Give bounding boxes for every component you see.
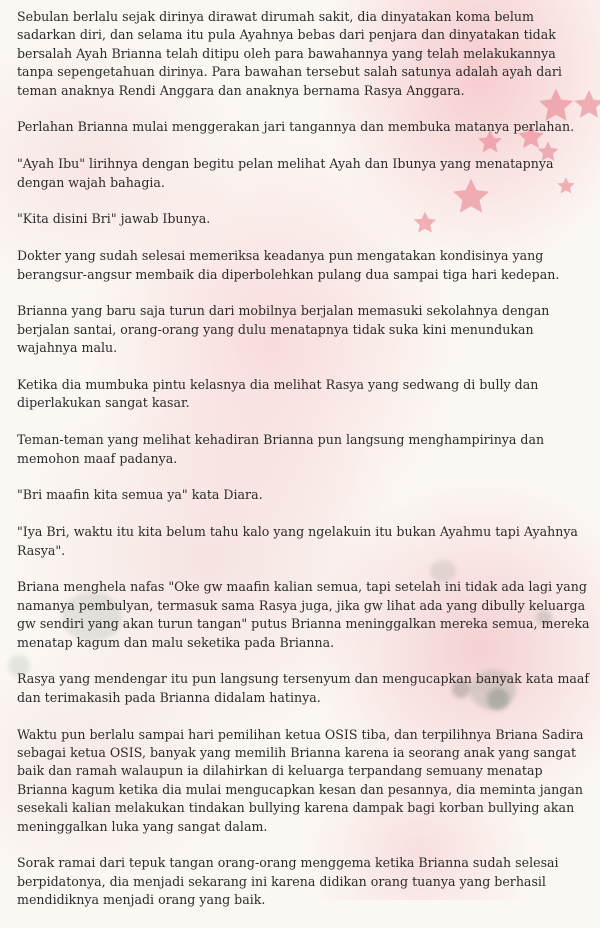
paragraph: Sebulan berlalu sejak dirinya dirawat dirumah sakit, dia dinyatakan koma belum sadarkan diri, dan selama itu pula Ayahnya bebas dari penjara dan dinyatakan tidak bersalah Ayah Brianna telah ditipu oleh para bawahannya yang telah melakukannya tanpa sepengetahuan dirinya. Para bawahan tersebut salah satunya adalah ayah dari teman anaknya Rendi Anggara dan anaknya bernama Rasya Anggara. bbox=[17, 9, 562, 98]
paragraph: Rasya yang mendengar itu pun langsung tersenyum dan mengucapkan banyak kata maaf dan terimakasih pada Brianna didalam hatinya. bbox=[17, 671, 590, 705]
paragraph: Ketika dia mumbuka pintu kelasnya dia melihat Rasya yang sedwang di bully dan diperlakukan sangat kasar. bbox=[17, 377, 539, 411]
story-text bbox=[17, 8, 595, 928]
paragraph: Sorak ramai dari tepuk tangan orang-orang menggema ketika Brianna sudah selesai berpidatonya, dia menjadi sekarang ini karena didikan orang tuanya yang berhasil mendidiknya menjadi orang yang baik. bbox=[17, 855, 559, 908]
paragraph: Perlahan Brianna mulai menggerakan jari tangannya dan membuka matanya perlahan. bbox=[17, 119, 575, 135]
paragraph: "Bri maafin kita semua ya" kata Diara. bbox=[17, 487, 263, 503]
paragraph: "Iya Bri, waktu itu kita belum tahu kalo yang ngelakuin itu bukan Ayahmu tapi Ayahnya Rasya". bbox=[17, 524, 578, 558]
paragraph: Dokter yang sudah selesai memeriksa keadanya pun mengatakan kondisinya yang berangsur-angsur membaik dia diperbolehkan pulang dua sampai tiga hari kedepan. bbox=[17, 248, 560, 282]
paragraph: Brianna yang baru saja turun dari mobilnya berjalan memasuki sekolahnya dengan berjalan santai, orang-orang yang dulu menatapnya tidak suka kini menundukan wajahnya malu. bbox=[17, 303, 550, 356]
paragraph: Teman-teman yang melihat kehadiran Brianna pun langsung menghampirinya dan memohon maaf padanya. bbox=[17, 432, 545, 466]
paragraph: Waktu pun berlalu sampai hari pemilihan ketua OSIS tiba, dan terpilihnya Briana Sadira sebagai ketua OSIS, banyak yang memilih Brianna karena ia seorang anak yang sangat baik dan ramah walaupun ia dilahirkan di keluarga terpandang semuany menatap Brianna kagum ketika dia mulai mengucapkan kesan dan pesannya, dia meminta jangan sesekali kalian melakukan tindakan bullying karena dampak bagi korban bullying akan meninggalkan luka yang sangat dalam. bbox=[17, 726, 584, 834]
paragraph: "Ayah Ibu" lirihnya dengan begitu pelan melihat Ayah dan Ibunya yang menatapnya dengan wajah bahagia. bbox=[17, 156, 554, 190]
paragraph: "Kita disini Bri" jawab Ibunya. bbox=[17, 211, 211, 227]
paragraph: Briana menghela nafas "Oke gw maafin kalian semua, tapi setelah ini tidak ada lagi yang namanya pembulyan, termasuk sama Rasya juga, jika gw lihat ada yang dibully keluarga gw sendiri yang akan turun tangan" putus Brianna meninggalkan mereka semua, mereka menatap kagum dan malu seketika pada Brianna. bbox=[17, 579, 590, 650]
